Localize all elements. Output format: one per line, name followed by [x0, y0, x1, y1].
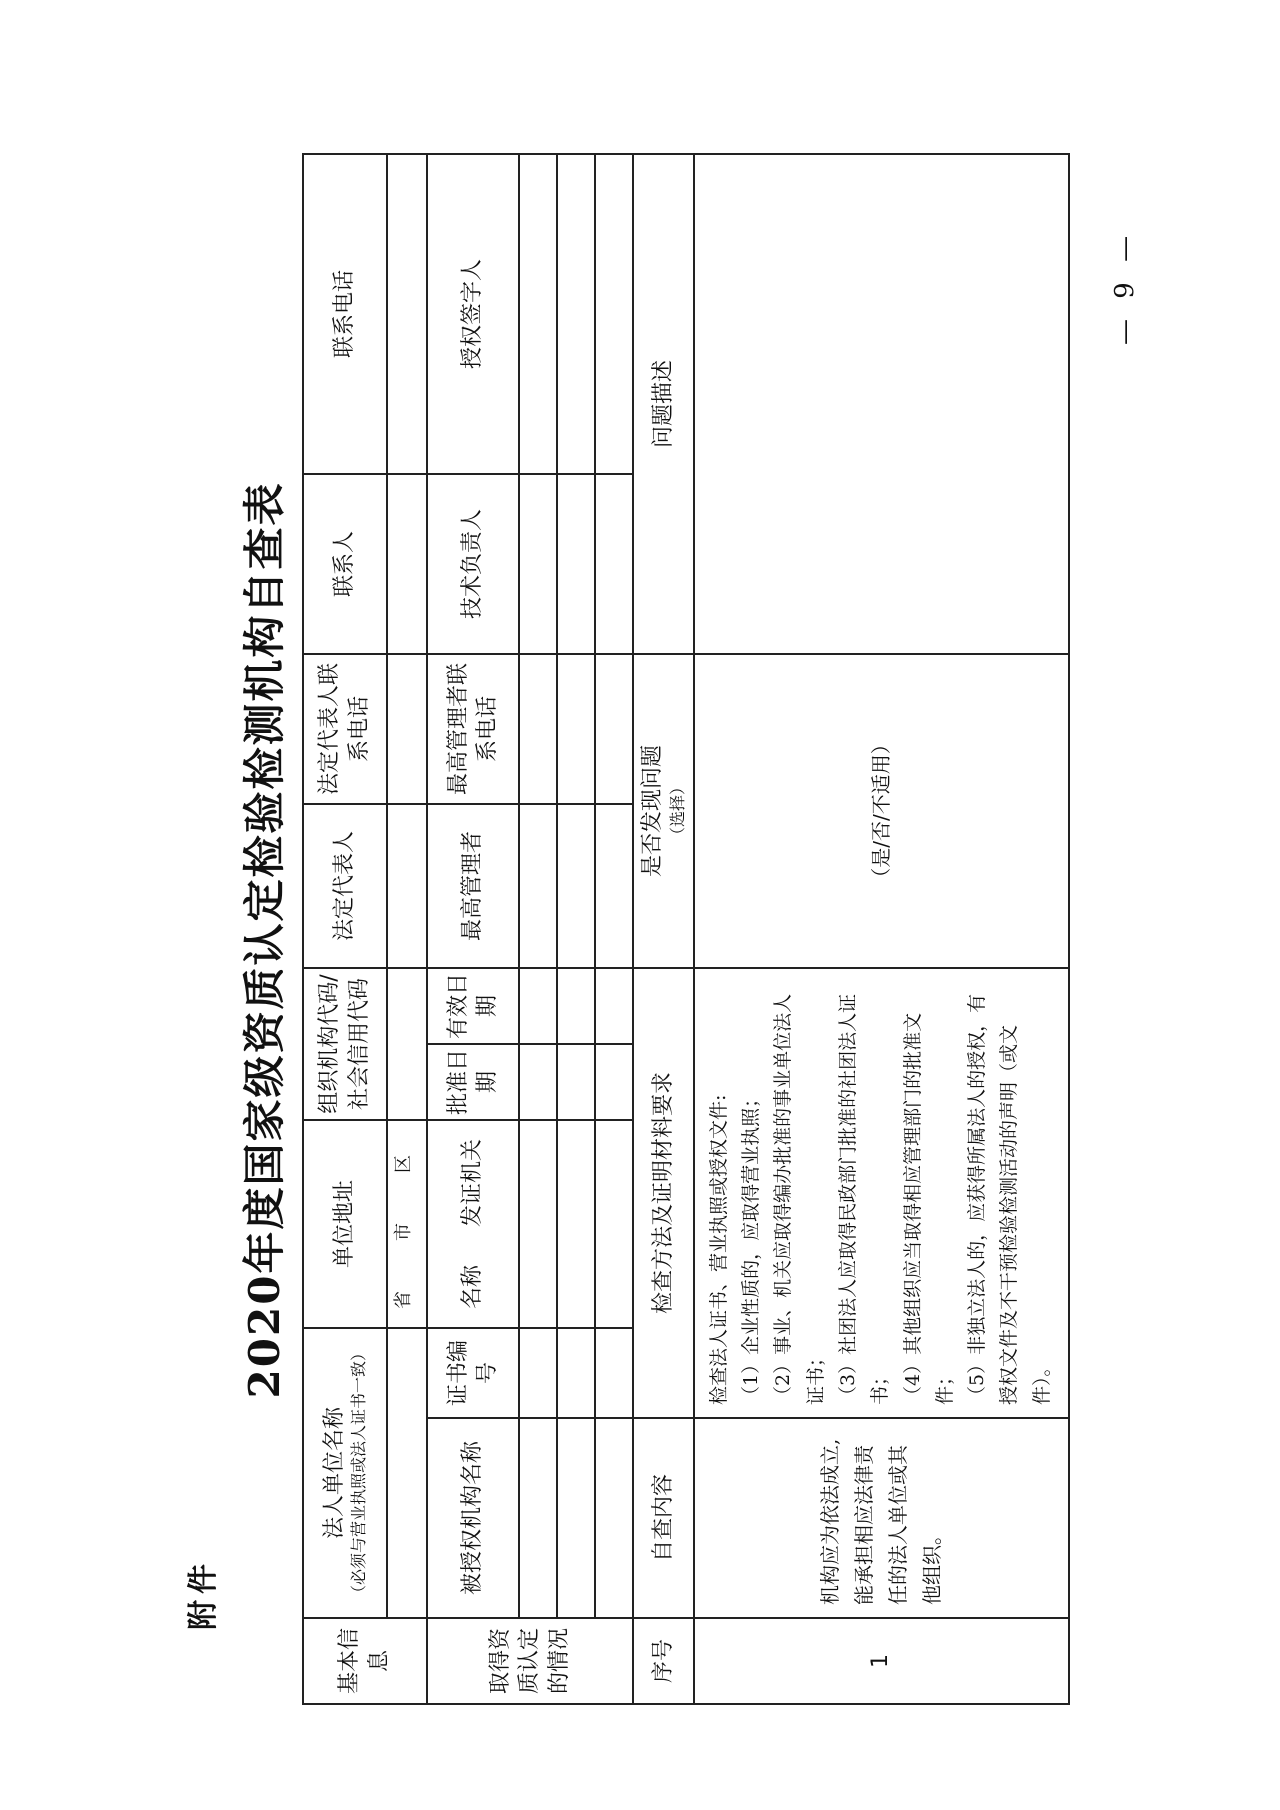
valid-date-field[interactable] — [519, 968, 557, 1044]
method-line: （5）非独立法人的，应获得所属法人的授权，有授权文件及不干预检验检测活动的声明（或文件）。 — [966, 993, 1053, 1405]
signatory-field[interactable] — [595, 154, 633, 474]
found-header — [633, 654, 693, 968]
qualification-entry-row — [557, 154, 595, 1704]
item-method — [694, 968, 1069, 1418]
authorized-org-field[interactable] — [557, 1418, 595, 1618]
seq-label: 序号 — [633, 1618, 693, 1704]
approval-date-label: 批准日期 — [427, 1044, 519, 1120]
self-check-form-table — [302, 153, 1070, 1705]
issuer-field[interactable] — [595, 1120, 633, 1328]
name-label: 名称 — [460, 1264, 486, 1309]
contact-phone-field[interactable] — [387, 154, 427, 474]
check-item-row — [694, 154, 1069, 1704]
cert-no-field[interactable] — [519, 1328, 557, 1418]
method-line: （4）其他组织应当取得相应管理部门的批准文件； — [901, 1012, 956, 1405]
tech-lead-field[interactable] — [557, 474, 595, 654]
top-manager-field[interactable] — [519, 804, 557, 968]
valid-date-field[interactable] — [557, 968, 595, 1044]
signatory-label: 授权签字人 — [427, 154, 519, 474]
authorized-org-label: 被授权机构名称 — [427, 1418, 519, 1618]
legal-entity-name-header — [303, 1328, 387, 1618]
legal-entity-name-label: 法人单位名称 — [321, 1407, 347, 1540]
address-label: 单位地址 — [303, 1120, 387, 1328]
issuer-field[interactable] — [519, 1120, 557, 1328]
cert-no-field[interactable] — [557, 1328, 595, 1418]
tech-lead-label: 技术负责人 — [427, 474, 519, 654]
qualification-label: 取得资质认定的情况 — [427, 1618, 633, 1704]
legal-rep-label: 法定代表人 — [303, 804, 387, 968]
authorized-org-field[interactable] — [519, 1418, 557, 1618]
top-manager-label: 最高管理者 — [427, 804, 519, 968]
legal-rep-field[interactable] — [387, 804, 427, 968]
rotated-form-container — [230, 175, 1100, 1705]
basic-info-label: 基本信息 — [303, 1618, 427, 1704]
issuer-field[interactable] — [557, 1120, 595, 1328]
item-result-select[interactable]: （是/否/不适用） — [694, 654, 1069, 968]
method-line: （1）企业性质的，应取得营业执照； — [740, 1088, 763, 1405]
found-label: 是否发现问题 — [640, 744, 666, 877]
cert-no-label: 证书编号 — [427, 1328, 519, 1418]
content-label: 自查内容 — [633, 1418, 693, 1618]
valid-date-field[interactable] — [595, 968, 633, 1044]
legal-rep-phone-label: 法定代表人联系电话 — [303, 654, 387, 804]
tech-lead-field[interactable] — [595, 474, 633, 654]
item-requirement: 机构应为依法成立,能承担相应法律责任的法人单位或其他组织。 — [694, 1418, 1069, 1618]
authorized-org-field[interactable] — [595, 1418, 633, 1618]
qualification-entry-row — [595, 154, 633, 1704]
method-line: （2）事业、机关应取得编办批准的事业单位法人证书； — [772, 993, 827, 1405]
item-seq: 1 — [694, 1618, 1069, 1704]
attachment-label: 附件 — [186, 1558, 221, 1630]
signatory-field[interactable] — [557, 154, 595, 474]
method-line: （3）社团法人应取得民政部门批准的社团法人证书； — [836, 993, 892, 1405]
cert-no-field[interactable] — [595, 1328, 633, 1418]
legal-entity-name-field[interactable] — [387, 1328, 427, 1618]
approval-date-field[interactable] — [595, 1044, 633, 1120]
top-manager-field[interactable] — [595, 804, 633, 968]
method-line: 检查法人证书、营业执照或授权文件: — [707, 1094, 730, 1405]
issuer-header — [427, 1120, 519, 1328]
top-manager-phone-field[interactable] — [595, 654, 633, 804]
form-title: 2020年度国家级资质认定检验检测机构自查表 — [240, 481, 289, 1399]
signatory-field[interactable] — [519, 154, 557, 474]
org-code-label: 组织机构代码/社会信用代码 — [303, 968, 387, 1120]
qualification-entry-row — [519, 154, 557, 1704]
contact-label: 联系人 — [303, 474, 387, 654]
top-manager-phone-field[interactable] — [519, 654, 557, 804]
method-label: 检查方法及证明材料要求 — [633, 968, 693, 1418]
approval-date-field[interactable] — [519, 1044, 557, 1120]
approval-date-field[interactable] — [557, 1044, 595, 1120]
legal-entity-name-note: （必须与营业执照或法人证书一致） — [349, 1345, 369, 1602]
top-manager-phone-field[interactable] — [557, 654, 595, 804]
found-note: （选择） — [667, 778, 687, 843]
page-number: — 9 — — [1110, 229, 1140, 345]
item-description-field[interactable] — [694, 154, 1069, 654]
top-manager-field[interactable] — [557, 804, 595, 968]
desc-label: 问题描述 — [633, 154, 693, 654]
top-manager-phone-label: 最高管理者联系电话 — [427, 654, 519, 804]
issuer-label: 发证机关 — [460, 1139, 486, 1228]
legal-rep-phone-field[interactable] — [387, 654, 427, 804]
contact-field[interactable] — [387, 474, 427, 654]
org-code-field[interactable] — [387, 968, 427, 1120]
valid-date-label: 有效日期 — [427, 968, 519, 1044]
address-sub-label: 省 市 区 — [393, 1139, 414, 1309]
tech-lead-field[interactable] — [519, 474, 557, 654]
address-field[interactable] — [387, 1120, 427, 1328]
contact-phone-label: 联系电话 — [303, 154, 387, 474]
